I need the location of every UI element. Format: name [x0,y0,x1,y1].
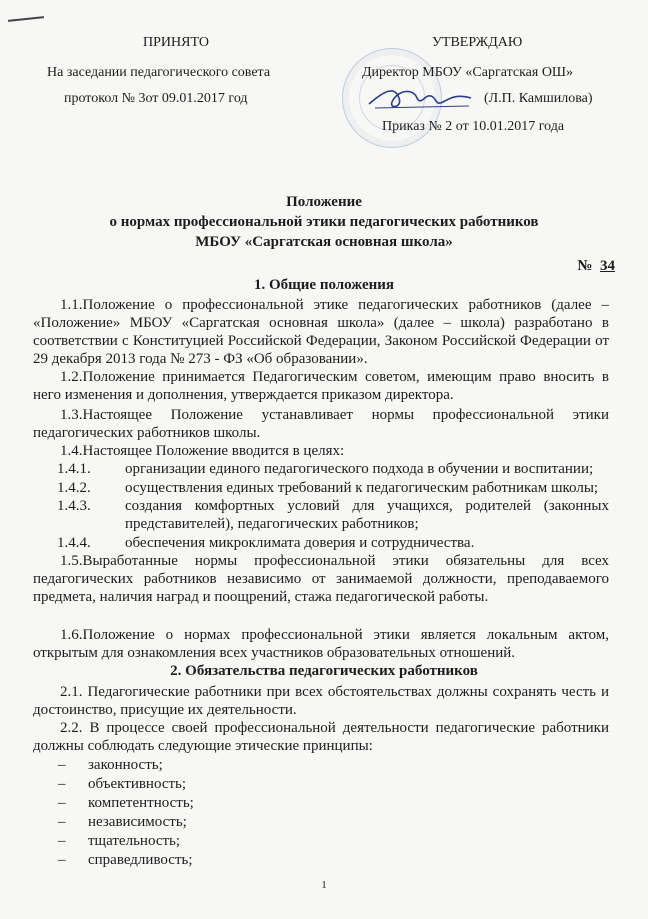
para-1-2: 1.2.Положение принимается Педагогическим советом, имеющим право вносить в него изменения и дополнения, утверждается приказом директора. [33,369,609,403]
para-1-1: 1.1.Положение о профессиональной этике педагогических работников (далее – «Положение» МБОУ «Саргатская основная школа» (далее – школа) разработано в соответствии с Конституцией Российской Федерации, Законом Российской Федерации от 29 декабря 2013 года № 273 - ФЗ «Об образовании». [33,297,609,367]
section2-heading: 2. Обязательства педагогических работников [170,663,478,679]
approve-signatory: (Л.П. Камшилова) [484,91,593,106]
page-number: 1 [321,879,327,891]
accepted-line2: протокол № 3от 09.01.2017 год [64,91,248,106]
para-1-5: 1.5.Выработанные нормы профессиональной этики обязательны для всех педагогических работников независимо от занимаемой должности, преподаваемого предмета, наличия наград и поощрений, стажа педагогической работы. [33,553,609,605]
para-1-3: 1.3.Настоящее Положение устанавливает нормы профессиональной этики педагогических работников школы. [33,407,609,441]
para-1-6: 1.6.Положение о нормах профессиональной этики является локальным актом, открытым для ознакомления всех участников образовательных отношений. [33,627,609,661]
doc-subtitle: о нормах профессиональной этики педагогических работников [109,214,539,230]
accepted-title: ПРИНЯТО [143,35,209,50]
doc-number: № 34 [577,258,615,274]
principle-item: – независимость; [58,814,187,830]
principle-item: – справедливость; [58,852,193,868]
document-page: ПРИНЯТО На заседании педагогического совета протокол № 3от 09.01.2017 год УТВЕРЖДАЮ Директор МБОУ «Саргатская ОШ» (Л.П. Камшилова) Приказ № 2 от 10.01.2017 года Положение о нормах профессиональной этики педагогических работников МБОУ «Саргатская основная школа» № 34 1. Общие положения 1.1.Положение о профессиональной этике педагогических работников (далее – «Положение» МБОУ «Саргатская основная школа» (далее – школа) разработано в соответствии с Конституцией Российской Федерации, Законом Российской Федерации от 29 декабря 2013 года № 273 - ФЗ «Об образовании». 1.2.Положение принимается Педагогическим советом, имеющим право вносить в него изменения и дополнения, утверждается приказом директора. 1.3.Настоящее Положение устанавливает нормы профессиональной этики педагогических работников школы. 1.4.Настоящее Положение вводится в целях: 1.4.1. организации единого педагогического подхода в обучении и воспитании; 1.4.2. осуществления единых требований к педагогическим работникам школы; 1.4.3. создания комфортных условий для учащихся, родителей (законных представителей), педагогических работников; 1.4.4. обеспечения микроклимата доверия и сотрудничества. 1.5.Выработанные нормы профессиональной этики обязательны для всех педагогических работников независимо от занимаемой должности, преподаваемого предмета, наличия наград и поощрений, стажа педагогической работы. 1.6.Положение о нормах профессиональной этики является локальным актом, открытым для ознакомления всех участников образовательных отношений. 2. Обязательства педагогических работников 2.1. Педагогические работники при всех обстоятельствах должны сохранять честь и достоинство, присущие их деятельности. 2.2. В процессе своей профессиональной деятельности педагогические работники должны соблюдать следующие этические принципы: – законность; – объективность; – компетентность; – независимость; – тщательность; – справедливость; 1 [0,0,648,919]
section1-heading: 1. Общие положения [253,277,395,293]
accepted-line1: На заседании педагогического совета [47,65,271,80]
signature [365,80,475,114]
principle-item: – тщательность; [58,833,181,849]
principle-item: – объективность; [58,776,187,792]
principle-item: – компетентность; [58,795,194,811]
scan-mark [8,16,44,22]
doc-title: Положение [286,194,362,210]
approve-title: УТВЕРЖДАЮ [432,35,523,50]
principle-item: – законность; [58,757,163,773]
para-1-4: 1.4.Настоящее Положение вводится в целях: [60,443,345,459]
approve-line1: Директор МБОУ «Саргатская ОШ» [362,65,574,80]
para-2-2: 2.2. В процессе своей профессиональной деятельности педагогические работники должны соблюдать следующие этические принципы: [33,720,609,754]
doc-school: МБОУ «Саргатская основная школа» [195,234,453,250]
para-2-1: 2.1. Педагогические работники при всех обстоятельствах должны сохранять честь и достоинство, присущие их деятельности. [33,684,609,718]
approve-order: Приказ № 2 от 10.01.2017 года [382,119,565,134]
